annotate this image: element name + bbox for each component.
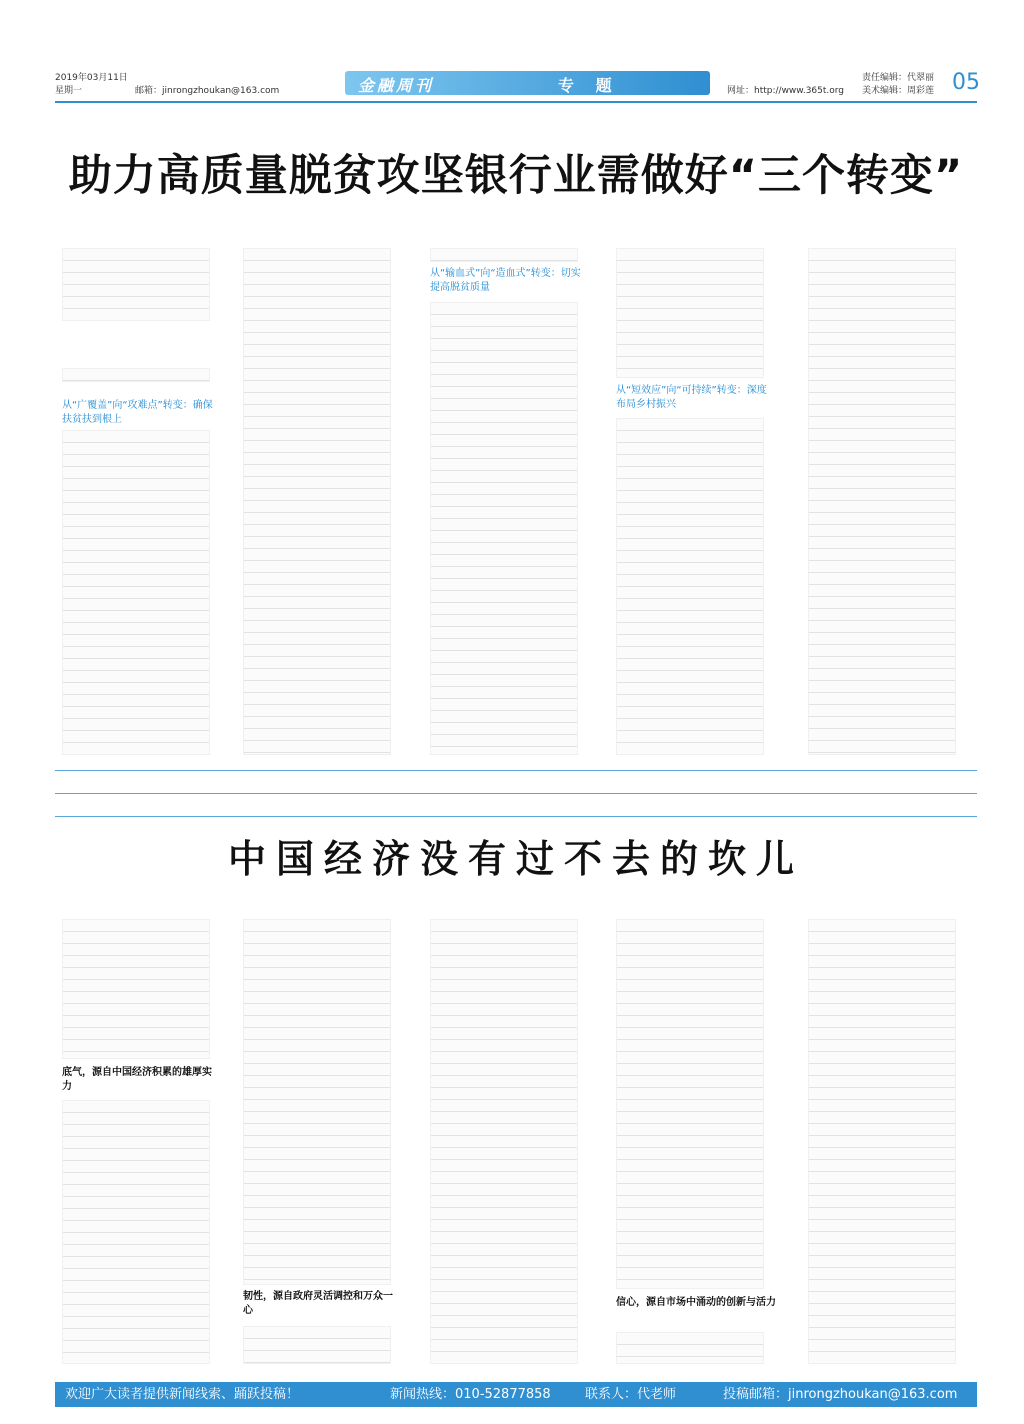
article1-subhead-1: 从“广覆盖”向“攻难点”转变：确保扶贫扶到根上 — [62, 400, 213, 425]
text-column — [430, 919, 578, 1364]
paper-name: 金融周刊 — [358, 76, 435, 95]
divider-line — [55, 816, 977, 817]
section-name: 专 题 — [558, 76, 620, 95]
text-column — [243, 919, 391, 1285]
text-column — [616, 919, 764, 1289]
article2-subhead-3: 信心，源自市场中涌动的创新与活力 — [616, 1297, 776, 1308]
text-column — [616, 1332, 764, 1364]
masthead-email: 邮箱：jinrongzhoukan@163.com — [135, 86, 280, 96]
text-column — [62, 430, 210, 755]
text-column — [243, 1326, 391, 1364]
article2-headline: 中国经济没有过不去的坎儿 — [227, 836, 804, 881]
text-column — [808, 248, 956, 755]
footer-email: 投稿邮箱：jinrongzhoukan@163.com — [723, 1387, 958, 1402]
footer-banner — [55, 1382, 977, 1407]
article1-subhead-2: 从“输血式”向“造血式”转变：切实提高脱贫质量 — [430, 268, 581, 293]
article2-subhead-1: 底气，源自中国经济积累的雄厚实力 — [62, 1067, 212, 1092]
divider-line — [55, 770, 977, 771]
text-column — [62, 1100, 210, 1364]
text-column — [616, 418, 764, 755]
article1-headline: 助力高质量脱贫攻坚银行业需做好“三个转变” — [68, 151, 964, 201]
website: 网址：http://www.365t.org — [727, 86, 845, 96]
footer-contact: 联系人：代老师 — [585, 1387, 677, 1402]
text-column — [808, 919, 956, 1364]
art-editor: 美术编辑：周彩莲 — [862, 86, 935, 96]
text-column — [62, 368, 210, 382]
footer-hotline: 新闻热线：010-52877858 — [390, 1387, 551, 1402]
page-number: 05 — [952, 70, 980, 95]
footer-slogan: 欢迎广大读者提供新闻线索、踊跃投稿！ — [65, 1387, 300, 1402]
masthead-rule — [55, 101, 977, 103]
article1-subhead-3: 从“短效应”向“可持续”转变：深度布局乡村振兴 — [616, 385, 767, 410]
weekday: 星期一 — [55, 86, 83, 96]
text-column — [62, 919, 210, 1059]
text-column — [62, 248, 210, 321]
text-column — [430, 302, 578, 755]
responsible-editor: 责任编辑：代翠丽 — [862, 73, 935, 83]
issue-date: 2019年03月11日 — [55, 73, 128, 83]
divider-line — [55, 793, 977, 794]
article2-subhead-2: 韧性，源自政府灵活调控和万众一心 — [243, 1291, 393, 1316]
text-column — [616, 248, 764, 378]
text-column — [243, 248, 391, 755]
text-column — [430, 248, 578, 262]
